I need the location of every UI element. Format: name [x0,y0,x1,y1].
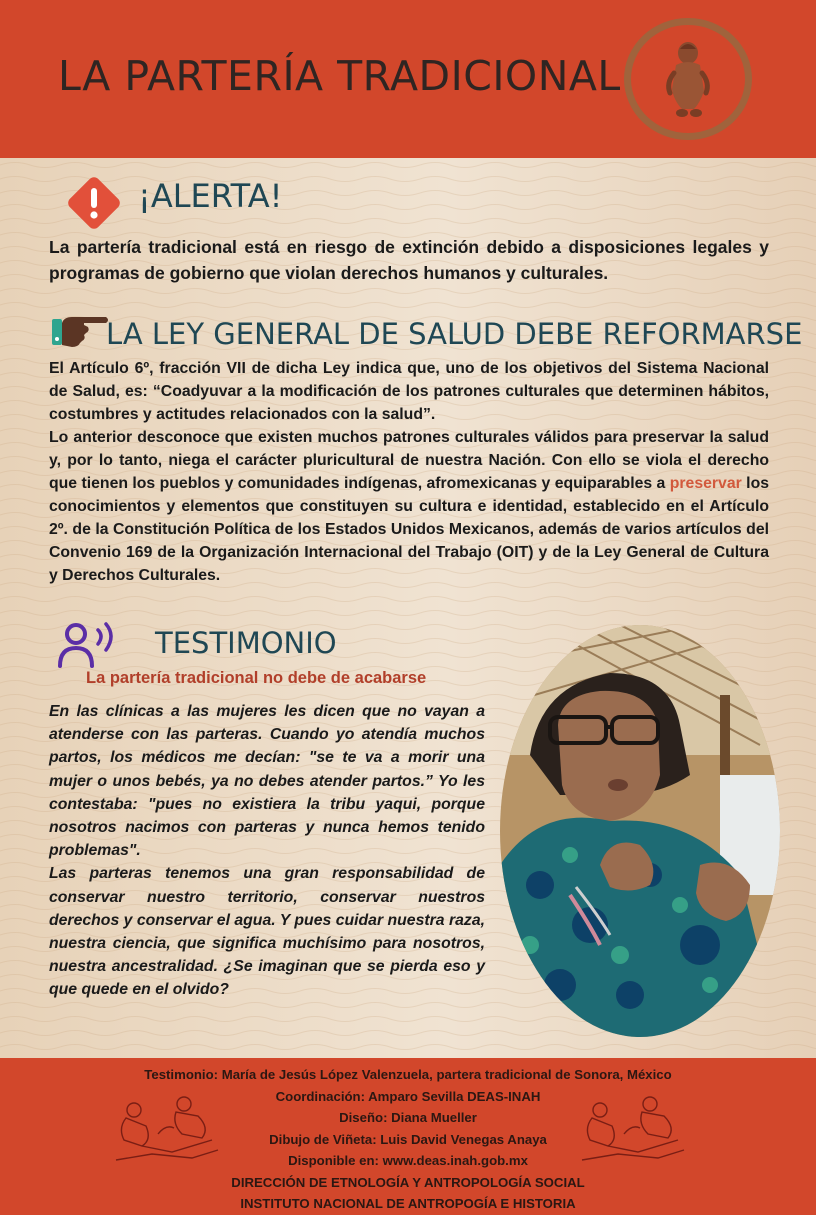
ley-paragraph-2 [49,426,769,587]
midwife-portrait-photo [500,625,780,1037]
pointing-hand-icon [50,305,110,349]
highlight-preservar: preservar [669,475,742,492]
speaking-person-icon [56,620,122,670]
alert-text: La partería tradicional está en riesgo de extinción debido a disposiciones legales y programas de gobierno que violan derechos humanos y culturales. [49,237,769,283]
footer-credits [0,1064,816,1215]
credit-dibujo: Dibujo de Viñeta: Luis David Venegas Anaya [269,1131,547,1147]
quote-paragraph-2: Las parteras tenemos una gran responsabilidad de conservar nuestro territorio, conservar nuestros derechos y conservar el agua. Y pues cuidar nuestra raza, nuestra ciencia, que significa muchísimo para nosotros, nuestra ancestralidad. ¿Se imaginan que se pierda eso y que quede en el olvido? [49,865,485,999]
ley-paragraph-2-end: los conocimientos y elementos que constituyen su cultura e identidad, establecido en el Artículo 2º. de la Constitución Política de los Estados Unidos Mexicanos, además de varios artículos del Convenio 169 de la Organización Internacional del Trabajo (OIT) y de la Ley General de Cultura y Derechos Culturales. [49,475,770,584]
ley-paragraph-1: El Artículo 6º, fracción VII de dicha Ley indica que, uno de los objetivos del Sistema Nacional de Salud, es: “Coadyuvar a la modificación de los patrones culturales que determinen hábitos, costumbres y actitudes relacionados con la salud”. [49,360,769,423]
testimonio-quote [49,700,485,1002]
clay-figurine-icon [660,39,716,119]
ley-section-title: LA LEY GENERAL DE SALUD DEBE REFORMARSE [106,317,803,351]
credit-instituto: INSTITUTO NACIONAL DE ANTROPOGÍA E HISTORIA [240,1196,576,1211]
quote-paragraph-1: En las clínicas a las mujeres les dicen que no vayan a atenderse con las parteras. Cuando yo atendía muchos partos, los médicos me decían: "se te va a morir una mujer o unos bebés, ya no debes atender partos.” Yo les contestaba: "pues no existiera la tribu yaqui, porque nosotros nacimos con parteras y nunca hemos tenido problemas". [49,703,485,860]
alert-title: ¡ALERTA! [138,177,283,215]
alert-icon [62,171,126,235]
header-badge [624,18,752,140]
ley-paragraph-2-start: Lo anterior desconoce que existen muchos patrones culturales válidos para preservar la salud y, por lo tanto, niega el carácter pluricultural de nuestra Nación. Con ello se viola el derecho que tienen los pueblos y comunidades indígenas, afromexicanas y equiparables a [49,429,769,492]
credit-coordinacion: Coordinación: Amparo Sevilla DEAS-INAH [275,1088,541,1104]
testimonio-subtitle: La partería tradicional no debe de acabarse [86,669,427,687]
testimonio-title: TESTIMONIO [155,626,337,660]
credit-testimonio: Testimonio: María de Jesús López Valenzuela, partera tradicional de Sonora, México [144,1067,672,1082]
credit-disponible: Disponible en: www.deas.inah.gob.mx [288,1153,528,1168]
ley-section-body [49,357,769,587]
page-title: LA PARTERÍA TRADICIONAL [58,52,621,100]
credit-direccion: DIRECCIÓN DE ETNOLOGÍA Y ANTROPOLOGÍA SOCIAL [231,1174,585,1190]
credit-diseno: Diseño: Diana Mueller [339,1110,477,1125]
